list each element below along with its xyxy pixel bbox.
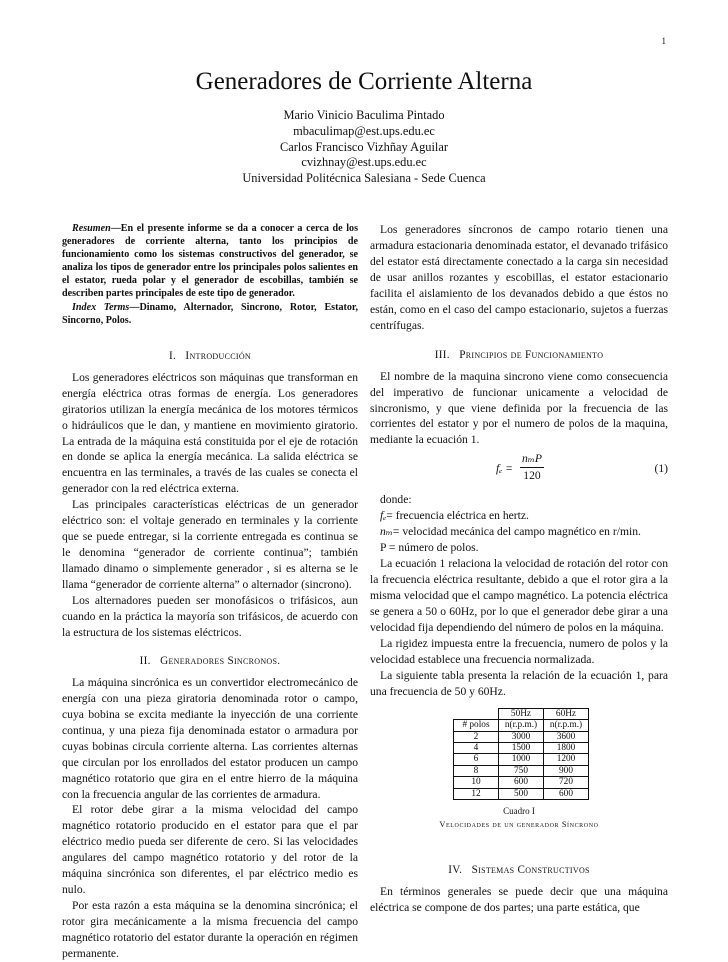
table-cell: 1500 <box>499 743 544 754</box>
section-heading: II. Generadores Sincronos. <box>139 654 281 667</box>
author-email: cvizhnay@est.ups.edu.ec <box>301 155 427 170</box>
author-name: Carlos Francisco Vizhñay Aguilar <box>280 139 448 154</box>
table-header-cell: # polos <box>454 720 499 731</box>
table-row <box>454 788 589 799</box>
table-caption-number: Cuadro I <box>503 806 535 817</box>
table-caption-text: Velocidades de un generador Síncrono <box>439 820 599 830</box>
paragraph: El nombre de la maquina sincrono viene como consecuencia del imperativo de funcionar unicamente a velocidad de sincronismo, y que viene definida por la frecuencia de las corrientes del estator y por el numero de polos de la maquina, mediante la ecuación 1. <box>370 369 668 447</box>
definition: fₑ= frecuencia eléctrica en hertz. <box>380 509 529 523</box>
equation-numerator: nₘP <box>520 451 544 468</box>
right-column <box>370 222 668 916</box>
table-cell: 8 <box>454 765 499 776</box>
paragraph: Las principales características eléctricas de un generador eléctrico son: el voltaje generado en terminales y la corriente que se puede entregar, si la corriente entregada es continua se le denomina “generador de corriente continua”; también llamado dinamo o simplemente generador , si es alterna se le llama “generador de corriente alterna” o alternador (sincrono). <box>62 498 358 592</box>
section-heading: IV. Sistemas Constructivos <box>448 863 590 876</box>
equation-1 <box>370 452 668 486</box>
section-heading: III. Principios de Funcionamiento <box>434 348 604 361</box>
paragraph: La ecuación 1 relaciona la velocidad de rotación del rotor con la frecuencia eléctrica resultante, debido a que el rotor gira a la misma velocidad que el campo magnético. La potencia eléctrica se genera a 50 o 60Hz, por lo que el generador debe girar a una velocidad fija dependiendo del número de polos en la máquina. <box>370 557 668 635</box>
table-cell: 1800 <box>544 743 589 754</box>
definition: P = número de polos. <box>380 541 479 555</box>
left-column <box>62 222 358 962</box>
table-cell: 10 <box>454 777 499 788</box>
table-cell: 500 <box>499 788 544 799</box>
table-subheader-row <box>454 720 589 731</box>
paragraph: Por esta razón a esta máquina se la denomina sincrónica; el rotor gira mecánicamente a la misma frecuencia del campo magnético rotatorio del estator durante la operación en régimen permanente. <box>62 899 358 961</box>
table-row <box>454 743 589 754</box>
table-header-cell: 60Hz <box>544 708 589 719</box>
index-terms: Index Terms—Dinamo, Alternador, Sincrono, Rotor, Estator, Sincorno, Polos. <box>62 301 358 326</box>
section-heading: I. Introducción <box>169 349 251 362</box>
table-cell <box>454 708 499 719</box>
table-cell: 6 <box>454 754 499 765</box>
table-cell: 3000 <box>499 731 544 742</box>
table-cell: 600 <box>499 777 544 788</box>
table-cell: 600 <box>544 788 589 799</box>
definition: nₘ= velocidad mecánica del campo magnético en r/min. <box>380 525 641 539</box>
affiliation: Universidad Politécnica Salesiana - Sede Cuenca <box>242 171 486 186</box>
table-cell: 1200 <box>544 754 589 765</box>
equation-denominator: 120 <box>523 469 541 483</box>
equation-lhs: fₑ = <box>496 462 513 476</box>
table-cell: 4 <box>454 743 499 754</box>
table-cell: 1000 <box>499 754 544 765</box>
table-row <box>454 777 589 788</box>
paper-title: Generadores de Corriente Alterna <box>195 68 533 95</box>
table-row <box>454 765 589 776</box>
paragraph: Los generadores síncronos de campo rotario tienen una armadura estacionaria denominada estator, el devanado trifásico del estator está directamente conectado a la carga sin necesidad de usar anillos rozantes y escobillas, el estator estacionario facilita el aislamiento de los devanados debido a que éstos no están, como en el caso del campo estacionario, sujetos a fuerzas centrífugas. <box>370 223 668 332</box>
table-cell: 900 <box>544 765 589 776</box>
abstract: Resumen—En el presente informe se da a conocer a cerca de los generadores de corriente alterna, tanto los principios de funcionamiento como los sistemas constructivos del generador, se analiza los tipos de generador entre los principales polos salientes en el estator, rueda polar y el generador de escobillas, también se describen partes principales de este tipo de generador. <box>62 223 358 300</box>
table-cell: 3600 <box>544 731 589 742</box>
paragraph: Los generadores eléctricos son máquinas que transforman en energía eléctrica otras formas de energía. Los generadores giratorios utilizan la energía mecánica de los motores térmicos o hidráulicos que le dan, y mantiene en movimiento giratorio. La entrada de la máquina está constituida por el eje de rotación en donde se aplica la energía mecánica. La salida eléctrica se encuentra en las terminales, a través de las cuales se conecta el generador con la red eléctrica externa. <box>62 370 358 496</box>
author-name: Mario Vinicio Baculima Pintado <box>283 108 445 122</box>
table-cell: 12 <box>454 788 499 799</box>
table-cell: 750 <box>499 765 544 776</box>
speed-table <box>453 708 589 800</box>
table-header-cell: n(r.p.m.) <box>544 720 589 731</box>
paragraph: Los alternadores pueden ser monofásicos o trifásicos, aun cuando en la práctica la mayoría son trifásicos, de acuerdo con la estructura de los sistemas eléctricos. <box>62 594 358 639</box>
table-header-cell: 50Hz <box>499 708 544 719</box>
paragraph: El rotor debe girar a la misma velocidad del campo magnético rotatorio producido en el estator para que el par eléctrico medio pueda ser diferente de cero. Si las velocidades angulares del campo magnético rotatorio y del rotor de la máquina sincrónica son diferentes, el par eléctrico medio es nulo. <box>62 803 358 897</box>
page-number: 1 <box>661 36 666 46</box>
table-header-row <box>454 708 589 719</box>
table-header-cell: n(r.p.m.) <box>499 720 544 731</box>
equation-fraction <box>520 451 544 484</box>
paragraph: La rigidez impuesta entre la frecuencia, numero de polos y la velocidad establece una frecuencia normalizada. <box>370 636 668 666</box>
author-block <box>0 108 728 187</box>
table-row <box>454 731 589 742</box>
table-cell: 2 <box>454 731 499 742</box>
table-row <box>454 754 589 765</box>
table-cell: 720 <box>544 777 589 788</box>
paragraph: En términos generales se puede decir que una máquina eléctrica se compone de dos partes; una parte estática, que <box>370 884 668 914</box>
paragraph: La máquina sincrónica es un convertidor electromecánico de energía con una pieza giratoria denominada rotor o campo, cuya bobina se excita mediante la inyección de una corriente continua, y una pieza fija denominada estator o armadura por cuyas bobinas circula corriente alterna. Las corrientes alternas que circulan por los enrollados del estator producen un campo magnético rotatorio que gira en el entre hierro de la máquina con la frecuencia angular de las corrientes de armadura. <box>62 675 358 801</box>
paragraph: La siguiente tabla presenta la relación de la ecuación 1, para una frecuencia de 50 y 60Hz. <box>370 668 668 698</box>
equation-number: (1) <box>654 462 668 476</box>
author-email: mbaculimap@est.ups.edu.ec <box>293 123 435 138</box>
definition: donde: <box>380 493 412 507</box>
